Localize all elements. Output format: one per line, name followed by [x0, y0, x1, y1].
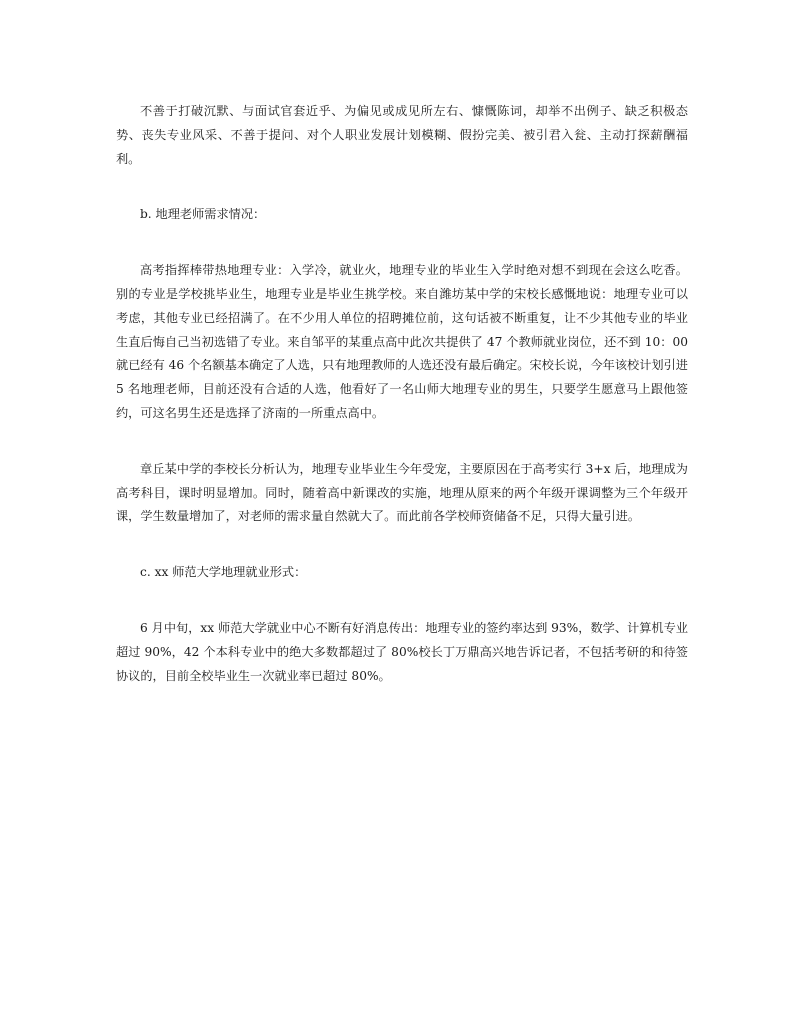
heading-geography-teacher-demand: b. 地理老师需求情况： [140, 207, 266, 222]
document-body [116, 100, 688, 688]
paragraph-gaokao-geography: 高考指挥棒带热地理专业：入学冷，就业火，地理专业的毕业生入学时绝对想不到现在会这么吃香。别的专业是学校挑毕业生，地理专业是毕业生挑学校。来自潍坊某中学的宋校长感慨地说：地理专业可以考虑，其他专业已经招满了。在不少用人单位的招聘摊位前，这句话被不断重复，让不少其他专业的毕业生直后悔自己当初选错了专业。来自邹平的某重点高中此次共提供了 47 个教师就业岗位，还不到 10：00 就已经有 46 个名额基本确定了人选，只有地理教师的人选还没有最后确定。宋校长说，今年该校计划引进 5 名地理老师，目前还没有合适的人选，他看好了一名山师大地理专业的男生，只要学生愿意马上跟他签约，可这名男生还是选择了济南的一所重点高中。 [116, 263, 688, 420]
heading-university-employment: c. xx 师范大学地理就业形式： [140, 565, 307, 580]
paragraph-principal-analysis: 章丘某中学的李校长分析认为，地理专业毕业生今年受宠，主要原因在于高考实行 3+x 后，地理成为高考科目，课时明显增加。同时，随着高中新课改的实施，地理从原来的两个年级开课调整为三个年级开课，学生数量增加了，对老师的需求量自然就大了。而此前各学校师资储备不足，只得大量引进。 [116, 461, 688, 524]
paragraph-signing-rate: 6 月中旬，xx 师范大学就业中心不断有好消息传出：地理专业的签约率达到 93%，数学、计算机专业超过 90%，42 个本科专业中的绝大多数都超过了 80%校长丁万鼎高兴地告诉记者，不包括考研的和待签协议的，目前全校毕业生一次就业率已超过 80%。 [116, 620, 688, 683]
paragraph-interview-mistakes: 不善于打破沉默、与面试官套近乎、为偏见或成见所左右、慷慨陈词，却举不出例子、缺乏积极态势、丧失专业风采、不善于提问、对个人职业发展计划模糊、假扮完美、被引君入瓮、主动打探薪酬福利。 [116, 104, 688, 166]
